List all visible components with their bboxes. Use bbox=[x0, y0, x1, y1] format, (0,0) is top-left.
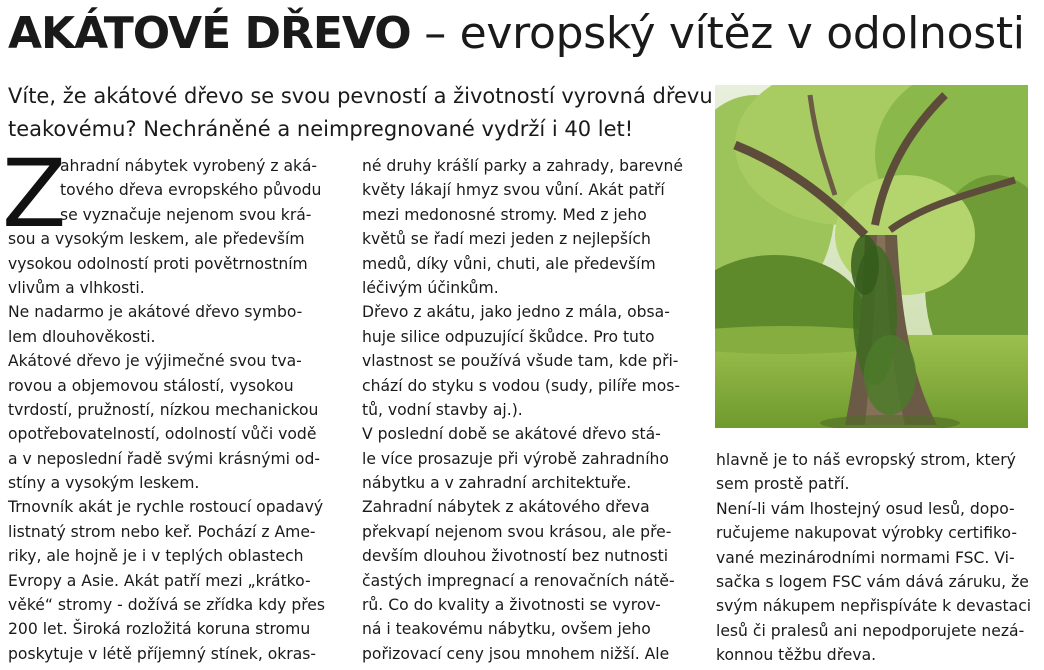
text-line: léčivým účinkům. bbox=[362, 278, 499, 297]
acacia-tree-image bbox=[715, 85, 1028, 428]
text-line: ná i teakovému nábytku, ovšem jeho bbox=[362, 620, 651, 639]
text-line: překvapí nejenom svou krásou, ale pře- bbox=[362, 522, 672, 541]
text-line: vlastnost se používá všude tam, kde při- bbox=[362, 352, 679, 371]
text-line: stíny a vysokým leskem. bbox=[8, 474, 200, 493]
lead-paragraph bbox=[8, 80, 713, 146]
text-line: vysokou odolností proti povětrnostním bbox=[8, 254, 308, 273]
text-line: květů se řadí mezi jeden z nejlepších bbox=[362, 230, 651, 249]
text-line: sem prostě patří. bbox=[716, 475, 850, 494]
text-line: ručujeme nakupovat výrobky certifiko- bbox=[716, 524, 1017, 543]
text-line: sačka s logem FSC vám dává záruku, že bbox=[716, 572, 1029, 591]
text-line: Zahradní nábytek z akátového dřeva bbox=[362, 498, 650, 517]
text-line: huje silice odpuzující škůdce. Pro tuto bbox=[362, 327, 655, 346]
text-line: lesů či pralesů ani nepodporujete nezá- bbox=[716, 621, 1025, 640]
text-line: tů, vodní stavby aj.). bbox=[362, 400, 523, 419]
text-column-1 bbox=[8, 154, 325, 666]
text-line: lem dlouhověkosti. bbox=[8, 327, 156, 346]
text-line: Evropy a Asie. Akát patří mezi „krátko- bbox=[8, 571, 311, 590]
text-line: Trnovník akát je rychle rostoucí opadavý bbox=[8, 498, 324, 517]
text-line: hlavně je to náš evropský strom, který bbox=[716, 451, 1016, 469]
text-line: Není-li vám lhostejný osud lesů, dopo- bbox=[716, 499, 1015, 518]
text-line: tvrdostí, pružností, nízkou mechanickou bbox=[8, 400, 319, 419]
text-line: sou a vysokým leskem, ale především bbox=[8, 230, 305, 249]
text-line: tového dřeva evropského původu bbox=[60, 181, 322, 200]
text-line: 200 let. Široká rozložitá koruna stromu bbox=[8, 620, 311, 639]
text-line: mezi medonosné stromy. Med z jeho bbox=[362, 205, 647, 224]
lead-line: teakovému? Nechráněné a neimpregnované vydrží i 40 let! bbox=[8, 117, 634, 141]
text-line: né druhy krášlí parky a zahrady, barevné bbox=[362, 157, 683, 175]
text-line: květy lákají hmyz svou vůní. Akát patří bbox=[362, 181, 665, 200]
text-line: Ne nadarmo je akátové dřevo symbo- bbox=[8, 303, 303, 322]
article-title bbox=[8, 8, 1038, 60]
text-line: rovou a objemovou stálostí, vysokou bbox=[8, 376, 294, 395]
text-line: nábytku a v zahradní architektuře. bbox=[362, 474, 632, 493]
lead-line: Víte, že akátové dřevo se svou pevností a životností vyrovná dřevu bbox=[8, 84, 713, 108]
text-line: chází do styku s vodou (sudy, pilíře mos- bbox=[362, 376, 680, 395]
text-line: opotřebovatelností, odolností vůči vodě bbox=[8, 425, 317, 444]
text-line: častých impregnací a renovačních nátě- bbox=[362, 571, 675, 590]
text-line: vané mezinárodními normami FSC. Vi- bbox=[716, 548, 1015, 567]
text-line: svým nákupem nepřispíváte k devastaci bbox=[716, 597, 1032, 616]
text-line: ahradní nábytek vyrobený z aká- bbox=[60, 157, 317, 175]
text-line: listnatý strom nebo keř. Pochází z Ame- bbox=[8, 522, 316, 541]
text-line: Akátové dřevo je výjimečné svou tva- bbox=[8, 352, 302, 371]
tree-photo bbox=[715, 85, 1028, 428]
text-line: Dřevo z akátu, jako jedno z mála, obsa- bbox=[362, 303, 670, 322]
text-line: riky, ale hojně je i v teplých oblastech bbox=[8, 547, 304, 566]
text-line: vlivům a vlhkosti. bbox=[8, 278, 145, 297]
text-line: V poslední době se akátové dřevo stá- bbox=[362, 425, 661, 444]
text-column-2 bbox=[362, 154, 683, 666]
text-line: rů. Co do kvality a životnosti se vyrov- bbox=[362, 596, 661, 615]
text-line: medů, díky vůni, chuti, ale především bbox=[362, 254, 656, 273]
text-line: věké“ stromy - dožívá se zřídka kdy přes bbox=[8, 596, 325, 615]
drop-cap: Z bbox=[2, 140, 67, 249]
text-line: se vyznačuje nejenom svou krá- bbox=[60, 205, 312, 224]
title-subtitle: – evropský vítěz v odolnosti bbox=[410, 8, 1025, 59]
text-line: konnou těžbu dřeva. bbox=[716, 646, 877, 665]
title-bold: AKÁTOVÉ DŘEVO bbox=[8, 8, 411, 59]
text-line: le více prosazuje při výrobě zahradního bbox=[362, 449, 669, 468]
text-line: pořizovací ceny jsou mnohem nižší. Ale bbox=[362, 644, 670, 663]
text-line: a v neposlední řadě svými krásnými od- bbox=[8, 449, 320, 468]
text-line: devším dlouhou životností bez nutnosti bbox=[362, 547, 669, 566]
text-line: poskytuje v létě příjemný stínek, okras- bbox=[8, 644, 317, 663]
text-column-3 bbox=[716, 448, 1030, 668]
